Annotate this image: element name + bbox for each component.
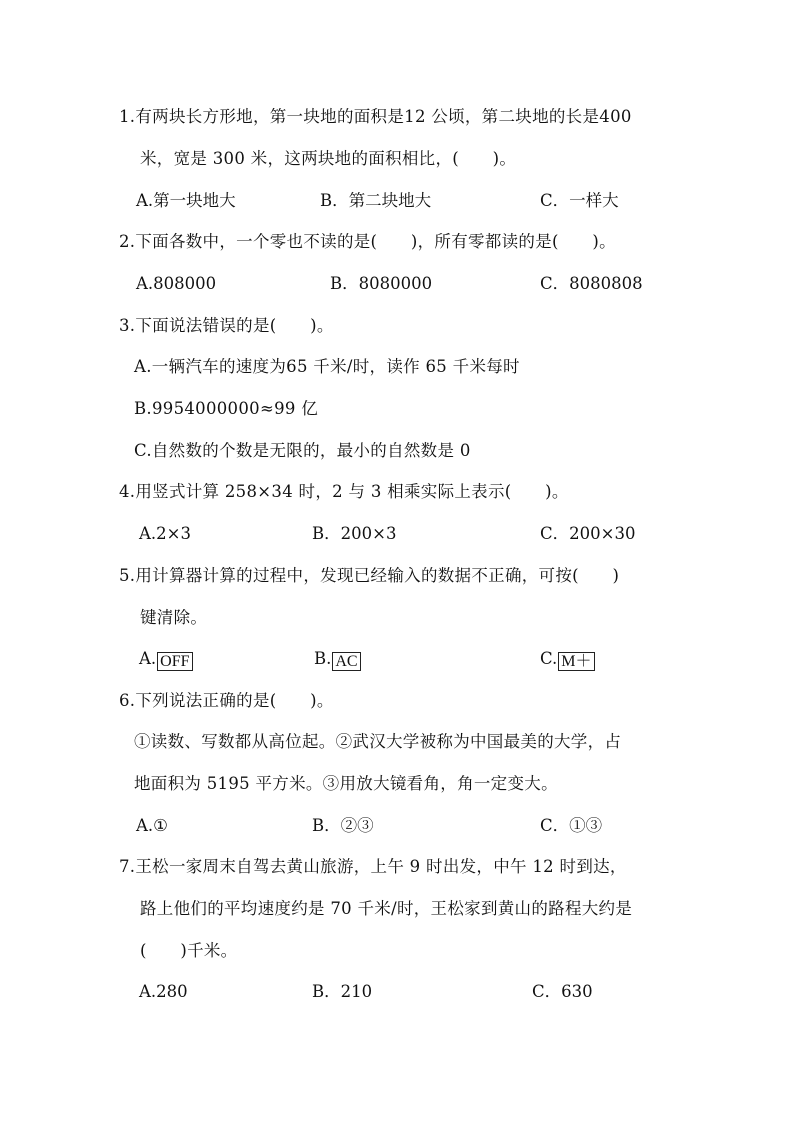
question-6-line-3: 地面积为 5195 平方米。③用放大镜看角，角一定变大。 bbox=[134, 774, 558, 793]
question-4-option-a: A.2×3 bbox=[139, 524, 191, 543]
question-1-line-1: 1.有两块长方形地，第一块地的面积是12 公顷，第二块地的长是400 bbox=[119, 107, 632, 126]
question-3-line-2: A.一辆汽车的速度为65 千米/时，读作 65 千米每时 bbox=[134, 357, 520, 376]
question-1-line-2: 米，宽是 300 米，这两块地的面积相比，( )。 bbox=[140, 149, 517, 168]
question-4-line-1: 4.用竖式计算 258×34 时，2 与 3 相乘实际上表示( )。 bbox=[119, 482, 569, 501]
question-2-line-1: 2.下面各数中，一个零也不读的是( )，所有零都读的是( )。 bbox=[119, 232, 616, 251]
question-3-line-1: 3.下面说法错误的是( )。 bbox=[119, 316, 334, 335]
question-6-option-c: C．①③ bbox=[540, 816, 603, 835]
question-6-line-1: 6.下列说法正确的是( )。 bbox=[119, 691, 334, 710]
question-5-line-2: 键清除。 bbox=[140, 608, 208, 627]
question-7-option-a: A.280 bbox=[139, 982, 188, 1001]
question-6-option-a: A.① bbox=[136, 816, 168, 835]
question-7-line-1: 7.王松一家周末自驾去黄山旅游，上午 9 时出发，中午 12 时到达， bbox=[119, 857, 627, 876]
question-2-option-c: C．8080808 bbox=[540, 274, 643, 293]
question-6-line-2: ①读数、写数都从高位起。②武汉大学被称为中国最美的大学，占 bbox=[134, 732, 622, 751]
calculator-key-m-plus: M＋ bbox=[558, 652, 594, 671]
question-7-option-b: B．210 bbox=[312, 982, 373, 1001]
question-1-option-c: C．一样大 bbox=[540, 191, 619, 210]
question-7-line-2: 路上他们的平均速度约是 70 千米/时，王松家到黄山的路程大约是 bbox=[140, 899, 633, 918]
question-4-option-b: B．200×3 bbox=[312, 524, 397, 543]
calculator-key-off: OFF bbox=[157, 652, 192, 671]
question-3-line-4: C.自然数的个数是无限的，最小的自然数是 0 bbox=[134, 441, 471, 460]
question-1-option-b: B．第二块地大 bbox=[320, 191, 432, 210]
question-5-option-b bbox=[314, 648, 361, 671]
question-5-option-c bbox=[540, 648, 595, 671]
question-5-line-1: 5.用计算器计算的过程中，发现已经输入的数据不正确，可按( ) bbox=[119, 566, 620, 585]
question-3-line-3: B.9954000000≈99 亿 bbox=[134, 399, 319, 418]
option-prefix: A. bbox=[139, 649, 157, 668]
question-4-option-c: C．200×30 bbox=[540, 524, 636, 543]
question-7-option-c: C．630 bbox=[532, 982, 593, 1001]
option-prefix: B. bbox=[314, 649, 332, 668]
question-2-option-a: A.808000 bbox=[136, 274, 217, 293]
calculator-key-ac: AC bbox=[332, 652, 360, 671]
question-1-option-a: A.第一块地大 bbox=[136, 191, 236, 210]
option-prefix: C. bbox=[540, 649, 558, 668]
question-5-option-a bbox=[139, 648, 193, 671]
question-2-option-b: B．8080000 bbox=[330, 274, 433, 293]
question-7-line-3: ( )千米。 bbox=[140, 941, 238, 960]
question-6-option-b: B．②③ bbox=[312, 816, 374, 835]
